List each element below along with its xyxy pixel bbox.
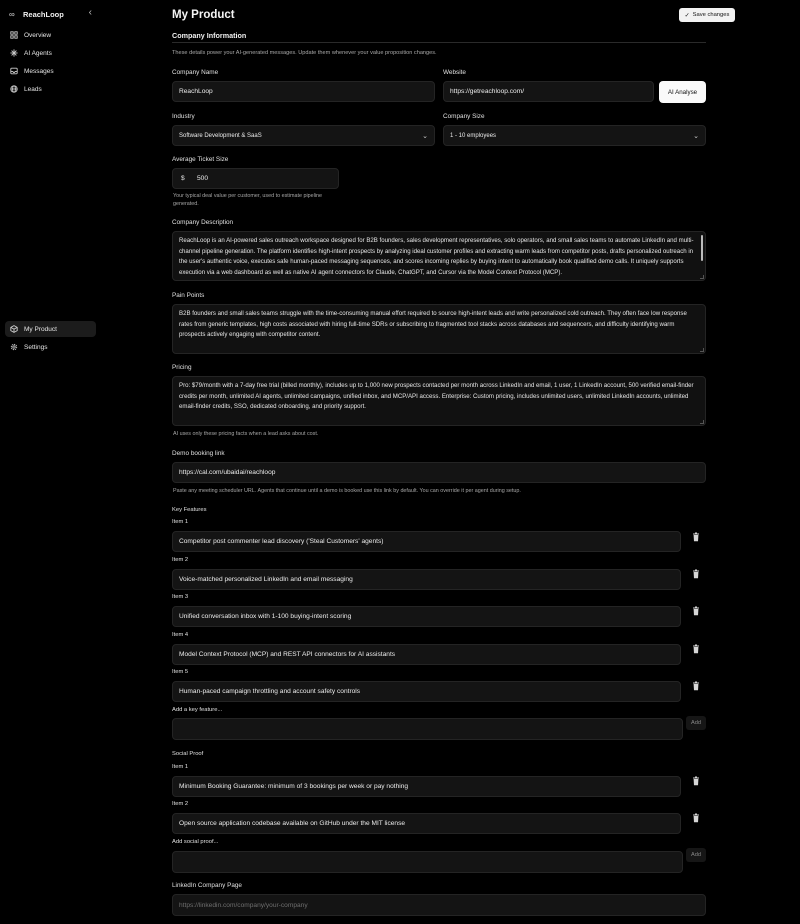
feature-item-label: Item 4 [172,632,189,638]
linkedin-page-label: LinkedIn Company Page [172,882,242,889]
ai-analyse-button[interactable]: AI Analyse [659,81,706,103]
website-label: Website [443,69,466,76]
chevron-down-icon: ⌄ [422,132,428,140]
website-input[interactable]: https://getreachloop.com/ [443,81,654,102]
ticket-size-value: 500 [197,175,209,182]
demo-link-help: Paste any meeting scheduler URL. Agents that continue until a demo is booked use this link by default. You can override it per agent during setup. [173,488,521,494]
add-feature-input[interactable] [172,718,683,740]
sidebar-item-label: AI Agents [24,49,52,57]
dollar-icon: $ [181,175,185,182]
reachloop-logo-icon: ∞ [9,9,15,19]
ticket-size-input[interactable] [172,168,339,189]
feature-item-label: Item 5 [172,669,189,675]
feature-item-input[interactable]: Model Context Protocol (MCP) and REST API connectors for AI assistants [172,644,681,665]
save-button-label: Save changes [692,12,730,18]
pricing-text: Pro: $79/month with a 7-day free trial (billed monthly), includes up to 1,000 new prospects contacted per month across LinkedIn and email, 1 user, 1 LinkedIn account, 500 verified email-finder credits per month, unlimited AI agents, unlimited campaigns, unified inbox, and MCP/API access. Enterprise: Custom pricing, includes unlimited users, unlimited LinkedIn accounts, unlimited email-finder credits, SSO, dedicated onboarding, and priority support. [179,382,694,410]
trash-icon[interactable] [691,776,701,786]
trash-icon[interactable] [691,532,701,542]
add-social-proof-label: Add social proof... [172,839,219,845]
collapse-sidebar-icon[interactable]: ‹ [88,7,92,18]
company-name-input[interactable]: ReachLoop [172,81,435,102]
add-feature-button[interactable]: Add [686,716,706,730]
resize-handle-icon[interactable] [700,275,704,279]
resize-handle-icon[interactable] [700,348,704,352]
company-description-label: Company Description [172,219,234,226]
sidebar-item-label: Overview [24,31,52,39]
trash-icon[interactable] [691,606,701,616]
add-social-proof-input[interactable] [172,851,683,873]
feature-item-label: Item 2 [172,557,189,563]
textarea-scrollbar[interactable] [701,235,703,261]
app-name: ReachLoop [23,9,64,19]
feature-item-input[interactable]: Human-paced campaign throttling and account safety controls [172,681,681,702]
ticket-size-label: Average Ticket Size [172,156,229,163]
sidebar-item-label: Messages [24,67,54,75]
page-title: My Product [172,9,235,21]
social-item-input[interactable]: Open source application codebase available on GitHub under the MIT license [172,813,681,834]
pricing-textarea[interactable] [172,376,706,426]
add-social-proof-button[interactable]: Add [686,848,706,862]
social-item-label: Item 2 [172,801,189,807]
social-proof-title: Social Proof [172,751,204,757]
feature-item-input[interactable]: Voice-matched personalized LinkedIn and email messaging [172,569,681,590]
social-item-label: Item 1 [172,764,189,770]
section-divider [172,42,706,43]
company-size-select[interactable] [443,125,706,146]
pain-points-textarea[interactable] [172,304,706,354]
feature-item-label: Item 1 [172,519,189,525]
key-features-title: Key Features [172,507,207,513]
pricing-help: AI uses only these pricing facts when a lead asks about cost. [173,431,319,437]
social-item-input[interactable]: Minimum Booking Guarantee: minimum of 3 bookings per week or pay nothing [172,776,681,797]
pain-points-label: Pain Points [172,292,205,299]
industry-value: Software Development & SaaS [179,132,262,139]
feature-item-input[interactable]: Unified conversation inbox with 1-100 buying-intent scoring [172,606,681,627]
company-size-value: 1 - 10 employees [450,132,497,139]
demo-link-input[interactable]: https://cal.com/ubaidai/reachloop [172,462,706,483]
add-feature-label: Add a key feature... [172,707,223,713]
pricing-label: Pricing [172,364,192,371]
section-description: These details power your AI-generated messages. Update them whenever your value proposition changes. [172,50,437,56]
sidebar-item-label: My Product [24,325,57,333]
sidebar-item-label: Leads [24,85,42,93]
ticket-size-help: Your typical deal value per customer, used to estimate pipeline generated. [173,193,323,207]
feature-item-input[interactable]: Competitor post commenter lead discovery ('Steal Customers' agents) [172,531,681,552]
linkedin-page-input[interactable]: https://linkedin.com/company/your-company [172,894,706,916]
sidebar-item-label: Settings [24,343,48,351]
chevron-down-icon: ⌄ [693,132,699,140]
trash-icon[interactable] [691,813,701,823]
check-icon: ✓ [684,12,690,19]
resize-handle-icon[interactable] [700,420,704,424]
company-size-label: Company Size [443,113,485,120]
feature-item-label: Item 3 [172,594,189,600]
company-name-label: Company Name [172,69,219,76]
pain-points-text: B2B founders and small sales teams struggle with the time-consuming manual effort required to source high-intent leads and write personalized cold outreach. They often face low response rates from generic templates, high costs associated with hiring full-time SDRs or subscribing to fragmented tool stacks across databases and sequencers, and difficulty identifying warm prospects actively engaging with competitor content. [179,310,687,338]
trash-icon[interactable] [691,569,701,579]
save-changes-button[interactable] [679,8,735,22]
industry-select[interactable] [172,125,435,146]
section-title: Company Information [172,31,247,40]
trash-icon[interactable] [691,644,701,654]
company-description-text: ReachLoop is an AI-powered sales outreach workspace designed for B2B founders, sales development representatives, solo operators, and small sales teams to automate LinkedIn and multi-channel pipeline generation. The platform identifies high-intent prospects by analyzing ideal customer profiles and extracting warm leads from competitor posts, drafts personalized outreach in the user's authentic voice, executes safe human-paced messaging sequences, and scores incoming replies by buying intent to automatically book qualified demo calls. It uniquely supports execution via a web dashboard as well as native AI agent connectors for Claude, ChatGPT, and Cursor via the Model Context Protocol (MCP). [179,237,694,276]
company-description-textarea[interactable] [172,231,706,281]
trash-icon[interactable] [691,681,701,691]
industry-label: Industry [172,113,195,120]
demo-link-label: Demo booking link [172,450,225,457]
